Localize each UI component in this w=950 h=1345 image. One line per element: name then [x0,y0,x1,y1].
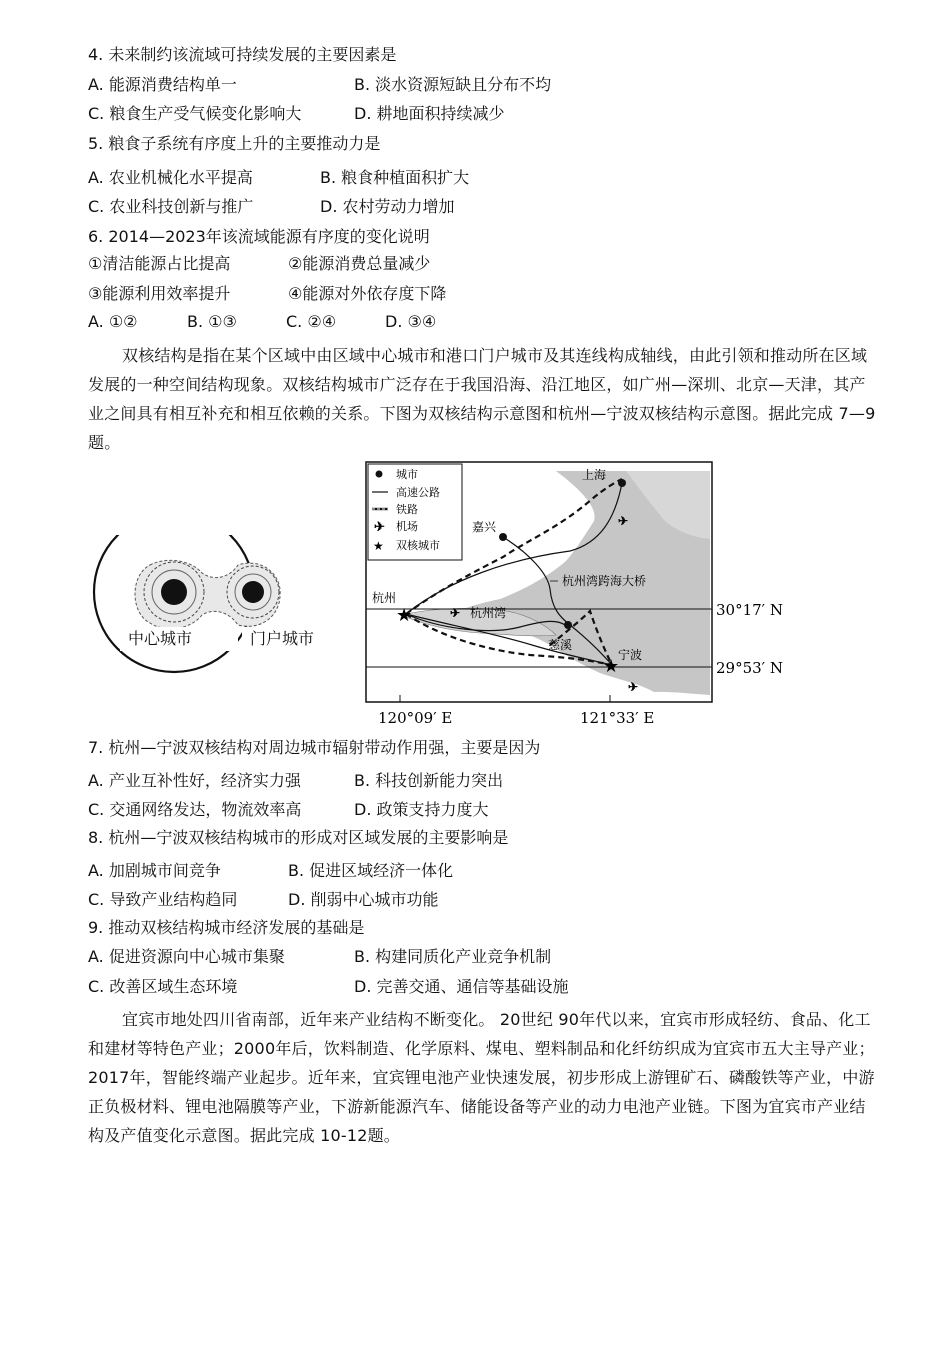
q6-stem: 6. 2014—2023年该流域能源有序度的变化说明 [88,227,430,246]
legend-dual: 双核城市 [396,539,440,552]
legend-city: 城市 [396,468,418,481]
q5-option-a: A. 农业机械化水平提高 [88,168,253,187]
legend-highway: 高速公路 [396,486,440,499]
gate-city-dot [242,581,264,603]
label-shanghai: 上海 [582,468,607,482]
q5-option-d: D. 农村劳动力增加 [320,197,455,216]
gate-city-label: 门户城市 [250,629,315,648]
q5-option-c: C. 农业科技创新与推广 [88,197,254,216]
q8-option-c: C. 导致产业结构趋同 [88,890,238,909]
city-cixi [564,621,572,629]
city-shanghai [618,479,626,487]
q7-stem: 7. 杭州—宁波双核结构对周边城市辐射带动作用强，主要是因为 [88,738,541,757]
center-city-label: 中心城市 [128,629,193,648]
q7-option-d: D. 政策支持力度大 [354,800,489,819]
label-bridge: 杭州湾跨海大桥 [562,574,647,588]
legend-star-icon: ★ [373,539,384,553]
city-jiaxing [499,533,507,541]
hangzhou-ningbo-map [360,459,790,729]
legend-airport-icon: ✈ [374,520,385,535]
q6-statement-1: ①清洁能源占比提高 [88,254,231,273]
label-jiaxing: 嘉兴 [472,520,497,534]
q6-option-d: D. ③④ [385,312,437,331]
legend-airport: 机场 [396,520,418,533]
label-hzwan: 杭州湾 [470,606,507,620]
q4-option-d: D. 耕地面积持续减少 [354,104,505,123]
label-hangzhou: 杭州 [372,591,397,605]
legend-railway: 铁路 [396,503,418,516]
airport-icon-ningbo: ✈ [628,680,639,694]
q7-option-c: C. 交通网络发达，物流效率高 [88,800,302,819]
q8-option-b: B. 促进区域经济一体化 [288,861,454,880]
center-city-dot [161,579,187,605]
label-ningbo: 宁波 [618,648,643,662]
q8-option-a: A. 加剧城市间竞争 [88,861,221,880]
q8-stem: 8. 杭州—宁波双核结构城市的形成对区域发展的主要影响是 [88,828,509,847]
label-lat1: 30°17′ N [716,601,783,619]
q6-option-b: B. ①③ [187,312,237,331]
label-lon2: 121°33′ E [580,709,655,727]
q7-option-a: A. 产业互补性好，经济实力强 [88,771,301,790]
q6-statement-3: ③能源利用效率提升 [88,284,231,303]
q4-option-a: A. 能源消费结构单一 [88,75,237,94]
q9-option-c: C. 改善区域生态环境 [88,977,238,996]
airport-icon-shanghai: ✈ [618,514,629,528]
q9-option-a: A. 促进资源向中心城市集聚 [88,947,285,966]
dual-core-schematic [90,535,340,685]
q6-option-c: C. ②④ [286,312,337,331]
q9-option-b: B. 构建同质化产业竞争机制 [354,947,552,966]
airport-icon-hangzhou: ✈ [450,606,461,620]
q6-option-a: A. ①② [88,312,138,331]
q5-option-b: B. 粮食种植面积扩大 [320,168,470,187]
star-hangzhou-icon: ★ [396,605,413,626]
label-cixi: 慈溪 [548,638,573,652]
q9-stem: 9. 推动双核结构城市经济发展的基础是 [88,918,365,937]
q7-option-b: B. 科技创新能力突出 [354,771,504,790]
label-lat2: 29°53′ N [716,659,783,677]
q6-statement-2: ②能源消费总量减少 [288,254,431,273]
q4-option-c: C. 粮食生产受气候变化影响大 [88,104,302,123]
q5-stem: 5. 粮食子系统有序度上升的主要推动力是 [88,134,381,153]
q9-option-d: D. 完善交通、通信等基础设施 [354,977,569,996]
label-lon1: 120°09′ E [378,709,453,727]
q4-stem: 4. 未来制约该流域可持续发展的主要因素是 [88,45,397,64]
passage-dual-core: 双核结构是指在某个区域中由区域中心城市和港口门户城市及其连线构成轴线，由此引领和推动所在区域发展的一种空间结构现象。双核结构城市广泛存在于我国沿海、沿江地区，如广州—深圳、北京—天津，其产业之间具有相互补充和相互依赖的关系。下图为双核结构示意图和杭州—宁波双核结构示意图。据此完成 7—9题。 [88,346,876,452]
passage-yibin: 宜宾市地处四川省南部，近年来产业结构不断变化。 20世纪 90年代以来，宜宾市形成轻纺、食品、化工和建材等特色产业；2000年后，饮料制造、化学原料、煤电、塑料制品和化纤纺织成为宜宾市五大主导产业；2017年，智能终端产业起步。近年来，宜宾锂电池产业快速发展，初步形成上游锂矿石、磷酸铁等产业，中游正负极材料、锂电池隔膜等产业，下游新能源汽车、储能设备等产业的动力电池产业链。下图为宜宾市产业结构及产值变化示意图。据此完成 10-12题。 [88,1010,875,1145]
star-ningbo-icon: ★ [603,656,620,677]
q8-option-d: D. 削弱中心城市功能 [288,890,439,909]
q6-statement-4: ④能源对外依存度下降 [288,284,447,303]
q4-option-b: B. 淡水资源短缺且分布不均 [354,75,552,94]
